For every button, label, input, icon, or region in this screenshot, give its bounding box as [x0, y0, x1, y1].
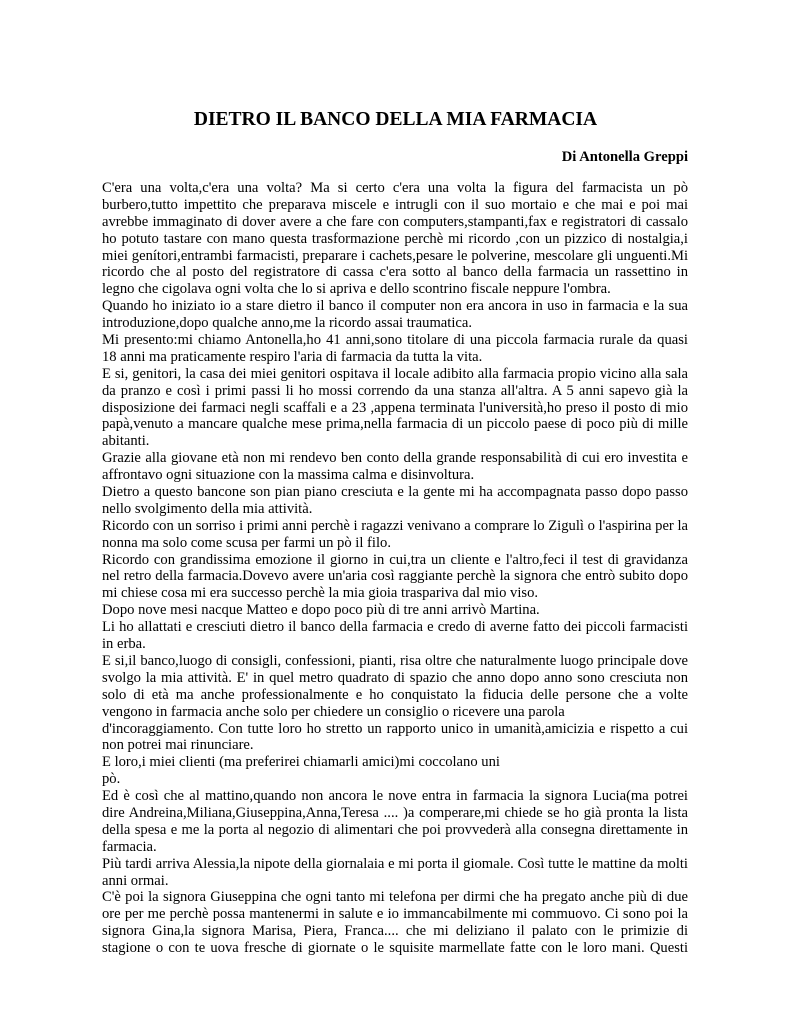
text-line: C'è poi la signora Giuseppina che ogni tanto mi telefona per dirmi che ha pregato anche più di due: [102, 889, 688, 906]
text-line: signora Gina,la signora Marisa, Piera, Franca.... che mi deliziano il palato con le primizie di: [102, 923, 688, 940]
text-line: Grazie alla giovane età non mi rendevo ben conto della grande responsabilità di cui ero investita e: [102, 450, 688, 467]
text-line: da pranzo e così i primi passi li ho mossi correndo da una stanza all'altra. A 5 anni sapevo già la: [102, 382, 688, 399]
text-line: stagione o con te uova fresche di giornate o le squisite marmellate fatte con le loro mani. Questi: [102, 940, 688, 957]
text-line: ricordo che al posto del registratore di cassa c'era sotto al banco della farmacia un rassettino in: [102, 264, 688, 281]
text-line: E si,il banco,luogo di consigli, confessioni, pianti, risa oltre che naturalmente luogo principale dove: [102, 652, 688, 669]
text-line: Dietro a questo bancone son pian piano cresciuta e la gente mi ha accompagnata passo dopo passo: [102, 484, 688, 501]
text-line: solo di età ma anche professionalmente e ho conquistato la fiducia delle persone che a volte: [102, 686, 688, 703]
text-line: svolgo la mia attività. E' in quel metro quadrato di spazio che anno dopo anno sono cresciuta non: [102, 669, 688, 686]
text-line: Ed è così che al mattino,quando non ancora le nove entra in farmacia la signora Lucia(ma potrei: [102, 788, 688, 805]
text-line: avrebbe immaginato di dover avere a che fare con computers,stampanti,fax e registratori di cassalo: [102, 213, 688, 230]
text-line: E loro,i miei clienti (ma preferirei chiamarli amici)mi coccolano uni: [102, 754, 500, 771]
document-body: [102, 180, 688, 957]
text-line: Ricordo con un sorriso i primi anni perchè i ragazzi venivano a comprare lo Zigulì o l'aspirina per la: [102, 517, 688, 534]
text-line: Li ho allattati e cresciuti dietro il banco della farmacia e credo di averne fatto dei piccoli farmacisti: [102, 619, 688, 636]
document-title: DIETRO IL BANCO DELLA MIA FARMACIA: [193, 109, 598, 130]
text-line: burbero,tutto impettito che preparava miscele e intrugli con il suo mortaio e che mai e poi mai: [102, 196, 688, 213]
text-line: C'era una volta,c'era una volta? Ma si certo c'era una volta la figura del farmacista un pò: [102, 180, 688, 196]
text-line: nel retro della farmacia.Dovevo avere un'aria così raggiante perchè la signora che entrò subito dopo: [102, 568, 688, 585]
text-line: Ricordo con grandissima emozione il giorno in cui,tra un cliente e l'altro,feci il test di gravidanza: [102, 551, 688, 568]
text-line: papà,venuto a mancare qualche mese prima,nella farmacia di un piccolo paese di poco più di mille: [102, 416, 688, 433]
text-line: legno che cigolava ogni volta che lo si apriva e dello scontrino fiscale neppure l'ombra.: [102, 281, 611, 298]
text-line: affrontavo ogni situazione con la massima calma e disinvoltura.: [102, 467, 475, 484]
text-line: abitanti.: [102, 433, 150, 450]
text-line: non potrei mai rinunciare.: [102, 737, 254, 754]
text-line: Più tardi arriva Alessia,la nipote della giornalaia e mi porta il giomale. Così tutte le mattine da molti: [102, 855, 688, 872]
text-line: vengono in farmacia anche solo per chiedere un consiglio o ricevere una parola: [102, 703, 565, 720]
text-line: miei genítori,entrambi farmacisti, preparare i cachets,pesare le polverine, mescolare gli unguenti.Mi: [102, 247, 688, 264]
text-line: nonna ma solo come scusa per farmi un pò il filo.: [102, 534, 391, 551]
text-line: E si, genitori, la casa dei miei genitori ospitava il locale adibito alla farmacia propio vicino alla sala: [102, 365, 688, 382]
text-line: farmacia.: [102, 838, 157, 855]
text-line: 18 anni ma praticamente respiro l'aria di farmacia da tutta la vita.: [102, 348, 483, 365]
text-line: dire Andreina,Miliana,Giuseppina,Anna,Teresa .... )a comperare,mi chiede se ho già pronta la lista: [102, 804, 688, 821]
text-line: in erba.: [102, 636, 146, 653]
text-line: anni ormai.: [102, 872, 169, 889]
document-author: Di Antonella Greppi: [561, 149, 688, 165]
text-line: pò.: [102, 771, 121, 788]
text-line: introduzione,dopo qualche anno,me la ricordo assai traumatica.: [102, 315, 472, 332]
text-line: disposizione dei farmaci negli scaffali e a 23 ,appena terminata l'università,ho preso il posto di mio: [102, 399, 688, 416]
text-line: Mi presento:mi chiamo Antonella,ho 41 anni,sono titolare di una piccola farmacia rurale da quasi: [102, 332, 688, 349]
text-line: ho potuto tastare con mano questa trasformazione perchè mi ricordo ,con un pizzico di nostalgia,i: [102, 230, 688, 247]
text-line: nello svolgimento della mia attività.: [102, 500, 313, 517]
text-line: d'incoraggiamento. Con tutte loro ho stretto un rapporto unico in umanità,amicizia e rispetto a cui: [102, 720, 688, 737]
text-line: Quando ho iniziato io a stare dietro il banco il computer non era ancora in uso in farmacia e la sua: [102, 298, 688, 315]
text-line: Dopo nove mesi nacque Matteo e dopo poco più di tre anni arrivò Martina.: [102, 602, 540, 619]
text-line: mi chiese cosa mi era successo perchè la mia gioia traspariva dal mio viso.: [102, 585, 539, 602]
text-line: ore per me perchè possa mantenermi in salute e io immancabilmente mi commuovo. Ci sono poi la: [102, 906, 688, 923]
text-line: della spesa e me la porta al negozio di alimentari che poi provvederà alla consegna direttamente in: [102, 821, 688, 838]
